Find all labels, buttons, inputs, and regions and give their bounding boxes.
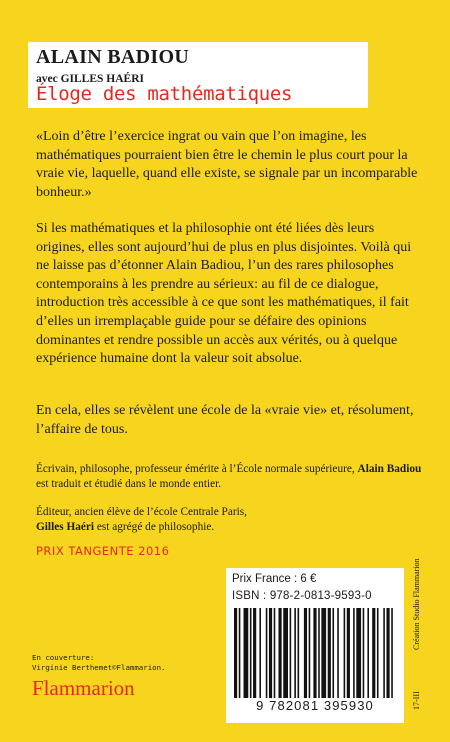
- book-title: Éloge des mathématiques: [36, 83, 293, 105]
- quote-paragraph: «Loin d’être l’exercice ingrat ou vain que l’on imagine, les mathématiques pourraient bien être le chemin le plus court pour la vraie vie, laquelle, quand elle existe, se signale par un incomparable bonheur.»: [36, 129, 418, 200]
- bio-text: Écrivain, philosophe, professeur émérite à l’École normale supérieure,: [36, 463, 358, 475]
- barcode-box: [226, 568, 404, 723]
- closing-paragraph: En cela, elles se révèlent une école de la «vraie vie» et, résolument, l’affaire de tous.: [36, 403, 414, 437]
- bio-text: est agrégé de philosophie.: [94, 521, 215, 533]
- isbn-label: ISBN : 978-2-0813-9593-0: [232, 590, 372, 602]
- bio-author-name: Gilles Haéri: [36, 521, 95, 533]
- studio-credit: Création Studio Flammarion: [412, 558, 421, 650]
- cover-credit: [32, 653, 166, 673]
- title-box: [28, 42, 368, 108]
- barcode-graphic: [234, 608, 396, 698]
- price-label: Prix France : 6 €: [232, 573, 317, 585]
- prize-label: PRIX TANGENTE 2016: [36, 544, 170, 558]
- print-code: 17-III: [412, 691, 421, 710]
- bio-text: Éditeur, ancien élève de l’école Centrale Paris,: [36, 506, 247, 518]
- author-name: ALAIN BADIOU: [36, 46, 190, 68]
- bio-text: est traduit et étudié dans le monde entier.: [36, 478, 222, 490]
- bio-gilles-haeri: [36, 505, 426, 535]
- description-paragraph: Si les mathématiques et la philosophie ont été liées dès leurs origines, elles sont aujourd’hui de plus en plus disjointes. Voilà qui ne laisse pas d’étonner Alain Badiou, l’un des rares philosophes contemporains à les prendre au sérieux: au fil de ce dialogue, introduction très accessible à ce que sont les mathématiques, il fait d’elles un irremplaçable guide pour se défaire des opinions dominantes et rendre possible un accès aux vérités, ou à quelque expérience humaine dont la valeur soit absolue.: [36, 221, 412, 367]
- coauthor-name: avec GILLES HAÉRI: [36, 73, 144, 85]
- cover-credit-line: En couverture:: [32, 653, 95, 662]
- bio-alain-badiou: [36, 462, 426, 492]
- bio-author-name: Alain Badiou: [357, 463, 422, 475]
- barcode-digits: 9 782081 395930: [256, 698, 374, 713]
- publisher-logo: Flammarion: [32, 676, 135, 700]
- cover-credit-line: Virginie Berthemet©Flammarion.: [32, 663, 166, 672]
